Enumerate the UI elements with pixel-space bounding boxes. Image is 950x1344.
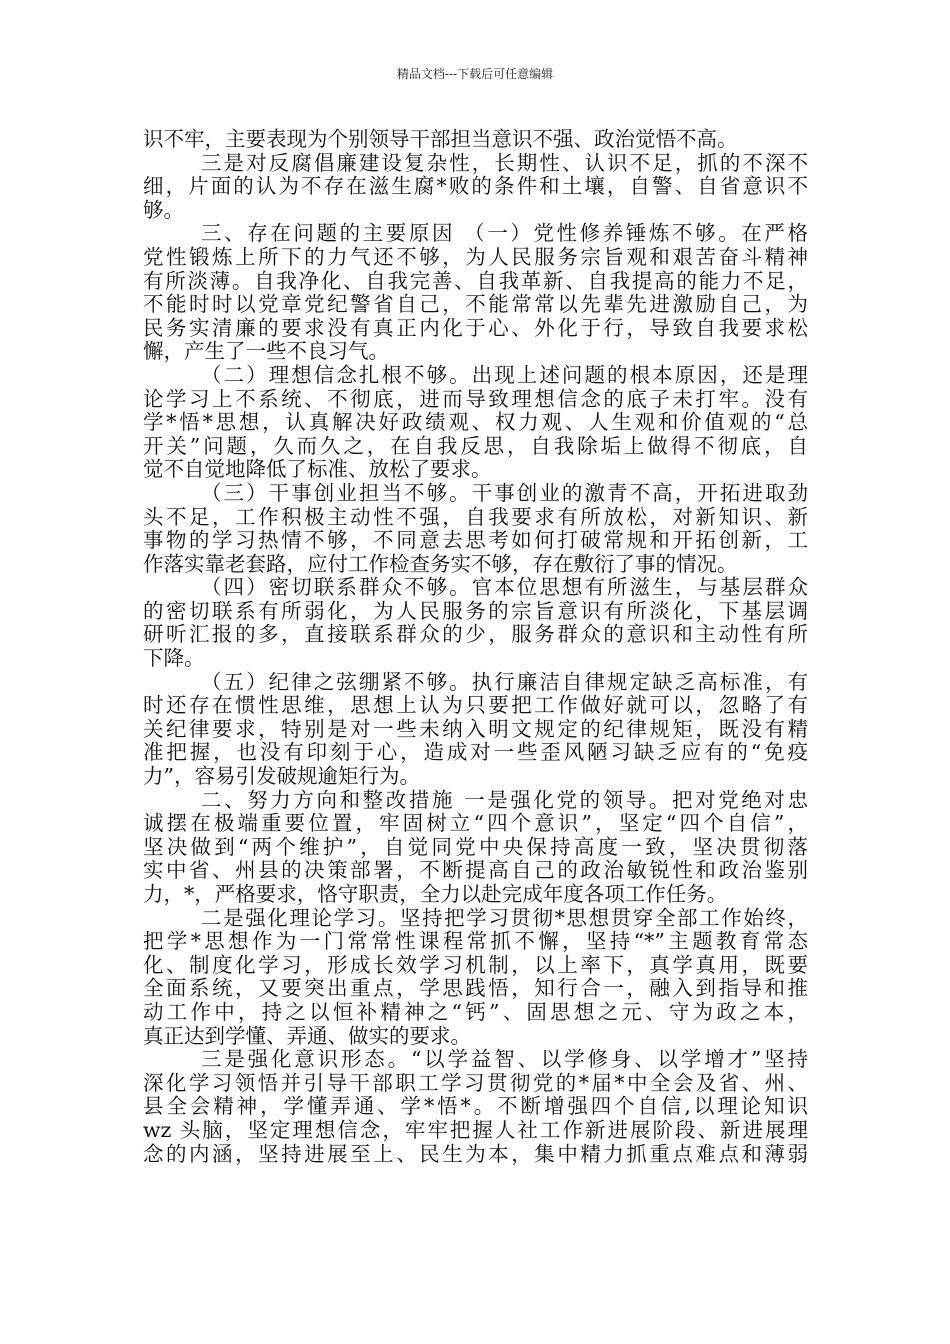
text-line: 党性锻炼上所下的力气还不够，为人民服务宗旨观和艰苦奋斗精神 xyxy=(143,244,808,269)
text-line: 动工作中，持之以恒补精神之“钙”、固思想之元、守为政之本， xyxy=(143,999,808,1024)
text-line: 作落实靠老套路，应付工作检查务实不够，存在敷衍了事的情况。 xyxy=(143,551,738,576)
text-line: 头不足，工作积极主动性不强，自我要求有所放松，对新知识、新 xyxy=(143,504,808,529)
text-line: wz 头脑，坚定理想信念，牢牢把握人社工作新进展阶段、新进展理 xyxy=(143,1117,808,1142)
text-line: 不能时时以党章党纪警省自己，不能常常以先辈先进激励自己，为 xyxy=(143,292,808,317)
text-line: 县全会精神，学懂弄通、学*悟*。不断增强四个自信,以理论知识 xyxy=(143,1094,808,1119)
text-line: （三）干事创业担当不够。干事创业的激青不高，开拓进取劲 xyxy=(201,480,808,505)
text-line: 三、存在问题的主要原因 （一）党性修养锤炼不够。在严格 xyxy=(201,221,808,246)
text-line: 三是强化意识形态。“以学益智、以学修身、以学增才”坚持 xyxy=(201,1047,808,1072)
text-line: 懈，产生了一些不良习气。 xyxy=(143,339,389,364)
text-line: 深化学习领悟并引导干部职工学习贯彻党的*届*中全会及省、州、 xyxy=(143,1070,808,1095)
text-line: 关纪律要求，特别是对一些未纳入明文规定的纪律规矩，既没有精 xyxy=(143,716,808,741)
text-line: 研听汇报的多，直接联系群众的少，服务群众的意识和主动性有所 xyxy=(143,622,808,647)
text-line: 的密切联系有所弱化，为人民服务的宗旨意识有所淡化，下基层调 xyxy=(143,598,808,623)
text-line: 实中省、州县的决策部署，不断提高自己的政治敏锐性和政治鉴别 xyxy=(143,858,808,883)
text-line: 念的内涵，坚持进展至上、民生为本，集中精力抓重点难点和薄弱 xyxy=(143,1141,808,1166)
text-line: （二）理想信念扎根不够。出现上述问题的根本原因，还是理 xyxy=(201,362,808,387)
text-line: 民务实清廉的要求没有真正内化于心、外化于行，导致自我要求松 xyxy=(143,315,808,340)
text-line: 细，片面的认为不存在滋生腐*败的条件和土壤，自警、自省意识不 xyxy=(143,174,808,199)
page-header: 精品文档---下载后可任意编辑 xyxy=(396,67,554,81)
text-line: 觉不自觉地降低了标准、放松了要求。 xyxy=(143,457,492,482)
text-line: 准把握，也没有印刻于心，造成对一些歪风陋习缺乏应有的“免疫 xyxy=(143,740,808,765)
document-body xyxy=(143,128,808,1166)
text-line: 二、努力方向和整改措施 一是强化党的领导。把对党绝对忠 xyxy=(201,787,808,812)
text-line: 真正达到学懂、弄通、做实的要求。 xyxy=(143,1023,471,1048)
text-line: 坚决做到“两个维护”，自觉同党中央保持高度一致，坚决贯彻落 xyxy=(143,834,808,859)
text-line: 力，*，严格要求，恪守职责，全力以赴完成年度各项工作任务。 xyxy=(143,882,728,906)
text-line: 三是对反腐倡廉建设复杂性，长期性、认识不足，抓的不深不 xyxy=(201,150,808,175)
text-line: 时还存在惯性思维，思想上认为只要把工作做好就可以，忽略了有 xyxy=(143,693,808,718)
text-line: 事物的学习热情不够，不同意去思考如何打破常规和开拓创新，工 xyxy=(143,528,808,553)
text-line: 开关”问题，久而久之，在自我反思，自我除垢上做得不彻底，自 xyxy=(143,433,808,458)
text-line: 下降。 xyxy=(143,646,205,671)
text-line: 二是强化理论学习。坚持把学习贯彻*思想贯穿全部工作始终， xyxy=(201,905,808,930)
text-line: 力”，容易引发破规逾矩行为。 xyxy=(143,764,420,789)
text-line: 论学习上不系统、不彻底，进而导致理想信念的底子未打牢。没有 xyxy=(143,386,808,411)
text-line: 够。 xyxy=(143,197,184,222)
text-line: 诚摆在极端重要位置，牢固树立“四个意识”，坚定“四个自信”， xyxy=(143,811,808,836)
text-line: 学*悟*思想，认真解决好政绩观、权力观、人生观和价值观的“总 xyxy=(143,410,808,435)
text-line: 有所淡薄。自我净化、自我完善、自我革新、自我提高的能力不足， xyxy=(143,268,808,293)
text-line: 识不牢，主要表现为个别领导干部担当意识不强、政治觉悟不高。 xyxy=(143,127,738,151)
text-line: 把学*思想作为一门常常性课程常抓不懈，坚持“*”主题教育常态 xyxy=(143,929,808,954)
text-line: 化、制度化学习，形成长效学习机制，以上率下，真学真用，既要 xyxy=(143,952,808,977)
text-line: 全面系统，又要突出重点，学思践悟，知行合一，融入到指导和推 xyxy=(143,976,808,1001)
text-line: （五）纪律之弦绷紧不够。执行廉洁自律规定缺乏高标准，有 xyxy=(201,669,808,694)
text-line: （四）密切联系群众不够。官本位思想有所滋生，与基层群众 xyxy=(201,575,808,600)
